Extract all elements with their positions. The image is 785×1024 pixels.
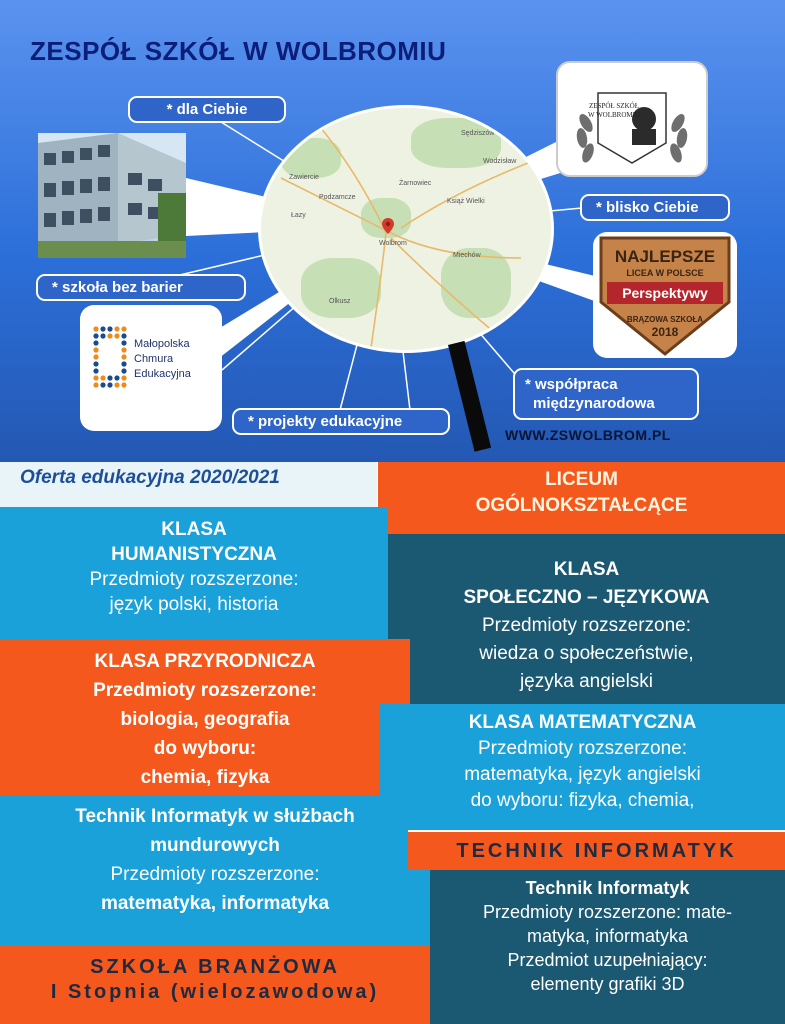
- class-subjects: elementy grafiki 3D: [530, 974, 685, 994]
- bubble-text: * współpraca: [525, 376, 618, 393]
- map-town: Podzamcze: [319, 194, 356, 201]
- liceum-line2: OGÓLNOKSZTAŁCĄCE: [475, 495, 688, 516]
- mce-dots-icon: [80, 305, 222, 431]
- branzowa-line2: I Stopnia (wielozawodowa): [50, 981, 380, 1003]
- class-subjects-label: Przedmioty rozszerzone:: [93, 680, 317, 701]
- class-subjects: matematyka, informatyka: [100, 893, 330, 914]
- bubble-text: * szkoła bez barier: [52, 279, 183, 296]
- shield-badge-icon: [593, 232, 737, 358]
- class-name: Technik Informatyk: [525, 878, 690, 898]
- class-przyrodnicza: [0, 639, 410, 795]
- class-subjects-label: Przedmiot uzupełniający:: [507, 950, 708, 970]
- class-matematyczna: [380, 704, 785, 830]
- school-photo: [38, 133, 186, 258]
- branzowa-line1: SZKOŁA BRANŻOWA: [90, 956, 340, 978]
- szkola-branzowa: [0, 945, 430, 1024]
- class-subjects-label: Przedmioty rozszerzone:: [477, 738, 688, 759]
- laurel-crest-icon: [558, 63, 706, 175]
- class-subjects: chemia, fizyka: [140, 767, 270, 788]
- class-name: KLASA MATEMATYCZNA: [468, 712, 697, 733]
- award-badge: [593, 232, 737, 358]
- page-title: ZESPÓŁ SZKÓŁ W WOLBROMIU: [30, 36, 447, 66]
- class-name: KLASA PRZYRODNICZA: [94, 651, 316, 672]
- award-line2: LICEA W POLSCE: [626, 268, 704, 278]
- class-spoleczno-jezykowa: [388, 534, 785, 704]
- class-name: KLASA: [553, 559, 620, 580]
- class-name: HUMANISTYCZNA: [111, 544, 277, 565]
- award-badge-text: BRĄZOWA SZKOŁA: [626, 315, 704, 324]
- liceum-line1: LICEUM: [545, 469, 618, 490]
- map-town: Łazy: [291, 212, 306, 219]
- map-town: Żarnowiec: [399, 180, 432, 187]
- school-building-image: [38, 133, 186, 258]
- bubble-szkola-bez-barier: [36, 274, 246, 301]
- class-subjects: biologia, geografia: [120, 709, 290, 730]
- class-subjects: do wyboru:: [153, 738, 257, 759]
- offer-title-box: [0, 462, 377, 507]
- class-subjects: wiedza o społeczeństwie,: [479, 643, 694, 664]
- website-link[interactable]: WWW.ZSWOLBROM.PL: [505, 427, 671, 443]
- bubble-blisko-ciebie: [580, 194, 730, 221]
- bubble-text: * projekty edukacyjne: [248, 413, 403, 430]
- class-name: Technik Informatyk w służbach: [75, 806, 355, 827]
- class-technik-mundurowy: [0, 795, 430, 945]
- region-map: [258, 105, 554, 353]
- hero-banner: [0, 0, 785, 462]
- class-name: SPOŁECZNO – JĘZYKOWA: [463, 587, 710, 608]
- map-town: Sędziszów: [461, 130, 495, 137]
- class-subjects: język polski, historia: [109, 594, 279, 615]
- map-town: Miechów: [453, 252, 481, 259]
- class-subjects-label: Przedmioty rozszerzone:: [481, 615, 692, 636]
- class-subjects: matyka, informatyka: [526, 926, 689, 946]
- school-logo: [556, 61, 708, 177]
- map-town: Wolbrom: [379, 240, 407, 247]
- class-humanistyczna: [0, 507, 388, 639]
- technikum-header: [408, 830, 785, 870]
- liceum-header: [378, 462, 785, 534]
- bubble-text: * dla Ciebie: [166, 101, 248, 118]
- class-name: KLASA: [161, 519, 227, 540]
- award-year: 2018: [651, 325, 679, 339]
- class-name: mundurowych: [150, 835, 280, 856]
- class-subjects: matematyka, język angielski: [464, 764, 701, 785]
- class-technik-informatyk: [430, 870, 785, 1024]
- bubble-wspolpraca: [513, 368, 699, 420]
- mce-logo: [80, 305, 222, 431]
- mce-line3: Edukacyjna: [134, 368, 191, 380]
- offer-title: Oferta edukacyjna 2020/2021: [20, 467, 280, 488]
- map-pin-icon: [382, 218, 394, 234]
- map-roads: [261, 108, 554, 353]
- technikum-header-text: TECHNIK INFORMATYK: [456, 840, 737, 862]
- class-subjects-label: Przedmioty rozszerzone:: [89, 569, 299, 590]
- award-line1: NAJLEPSZE: [614, 247, 716, 266]
- map-town: Wodzisław: [483, 158, 517, 165]
- class-subjects: języka angielski: [519, 671, 654, 692]
- mce-line2: Chmura: [134, 353, 174, 365]
- bubble-projekty: [232, 408, 450, 435]
- class-subjects-label: Przedmioty rozszerzone:: [110, 864, 320, 885]
- mce-line1: Małopolska: [134, 338, 190, 350]
- map-town: Zawiercie: [289, 174, 319, 181]
- award-brand: Perspektywy: [622, 285, 708, 301]
- bubble-text: * blisko Ciebie: [596, 199, 699, 216]
- logo-text-line2: W WOLBROMIU: [587, 111, 641, 119]
- logo-text-line1: ZESPÓŁ SZKÓŁ: [589, 102, 639, 110]
- map-town: Książ Wielki: [447, 198, 485, 205]
- class-subjects-label: Przedmioty rozszerzone: mate-: [482, 902, 733, 922]
- class-subjects: do wyboru: fizyka, chemia,: [470, 790, 695, 811]
- bubble-text: międzynarodowa: [533, 395, 655, 412]
- bubble-dla-ciebie: [128, 96, 286, 123]
- map-town: Olkusz: [329, 298, 351, 305]
